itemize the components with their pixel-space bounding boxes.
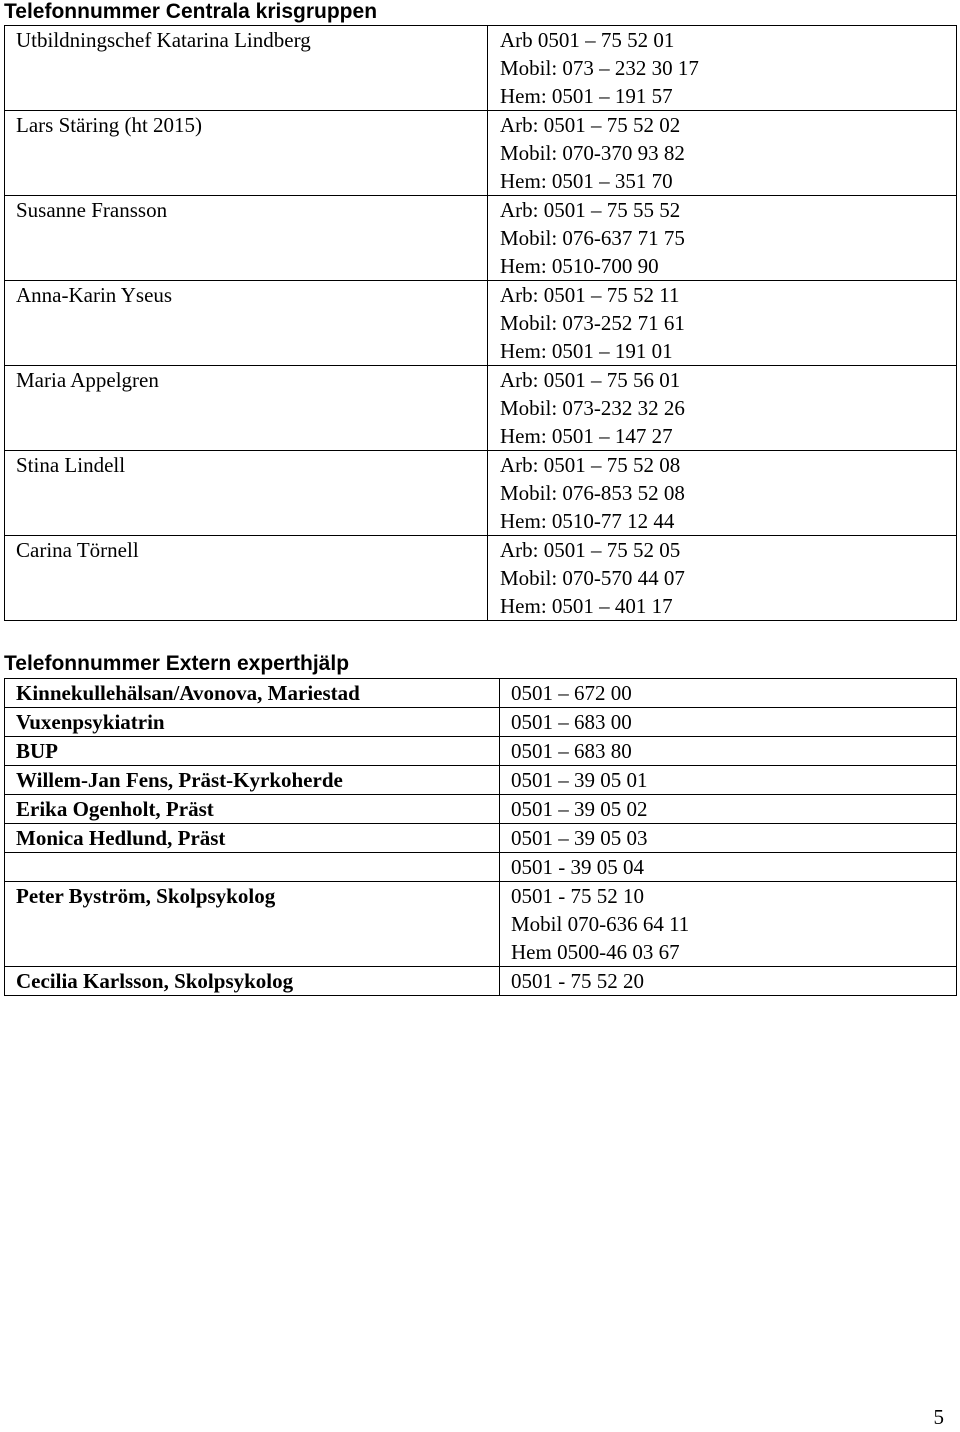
table-row xyxy=(5,967,957,996)
contact-numbers xyxy=(488,281,957,366)
contact-number: 0501 - 39 05 04 xyxy=(500,853,957,882)
contact-name: Cecilia Karlsson, Skolpsykolog xyxy=(5,967,500,996)
contact-numbers xyxy=(488,366,957,451)
crisis-group-table xyxy=(4,25,957,621)
contact-name: Anna-Karin Yseus xyxy=(5,281,488,366)
home-phone: Hem: 0510-77 12 44 xyxy=(500,509,675,533)
work-phone: 0501 - 75 52 10 xyxy=(511,884,644,908)
table-row xyxy=(5,451,957,536)
table-row xyxy=(5,824,957,853)
work-phone: Arb: 0501 – 75 56 01 xyxy=(500,368,681,392)
home-phone: Hem: 0501 – 401 17 xyxy=(500,594,673,618)
contact-number: 0501 - 75 52 20 xyxy=(500,967,957,996)
contact-name: Susanne Fransson xyxy=(5,196,488,281)
mobile-phone: Mobil 070-636 64 11 xyxy=(511,912,690,936)
contact-name: Vuxenpsykiatrin xyxy=(5,708,500,737)
work-phone: Arb: 0501 – 75 52 08 xyxy=(500,453,681,477)
work-phone: Arb 0501 – 75 52 01 xyxy=(500,28,675,52)
mobile-phone: Mobil: 076-637 71 75 xyxy=(500,226,685,250)
contact-name: Maria Appelgren xyxy=(5,366,488,451)
work-phone: Arb: 0501 – 75 52 05 xyxy=(500,538,681,562)
contact-name: Carina Törnell xyxy=(5,536,488,621)
table-row xyxy=(5,853,957,882)
mobile-phone: Mobil: 070-370 93 82 xyxy=(500,141,685,165)
contact-name: BUP xyxy=(5,737,500,766)
page-number: 5 xyxy=(933,1405,944,1429)
table-row xyxy=(5,882,957,967)
table-row xyxy=(5,281,957,366)
external-experts-heading: Telefonnummer Extern experthjälp xyxy=(4,652,350,675)
contact-numbers xyxy=(488,111,957,196)
contact-number: 0501 – 683 00 xyxy=(500,708,957,737)
mobile-phone: Mobil: 076-853 52 08 xyxy=(500,481,685,505)
contact-name: Stina Lindell xyxy=(5,451,488,536)
home-phone: Hem: 0501 – 351 70 xyxy=(500,169,673,193)
contact-number: 0501 – 39 05 02 xyxy=(500,795,957,824)
home-phone: Hem: 0510-700 90 xyxy=(500,254,659,278)
home-phone: Hem: 0501 – 191 01 xyxy=(500,339,673,363)
work-phone: Arb: 0501 – 75 52 02 xyxy=(500,113,681,137)
table-row xyxy=(5,536,957,621)
table-row xyxy=(5,26,957,111)
table-row xyxy=(5,196,957,281)
mobile-phone: Mobil: 070-570 44 07 xyxy=(500,566,685,590)
table-row xyxy=(5,737,957,766)
table-row xyxy=(5,766,957,795)
home-phone: Hem 0500-46 03 67 xyxy=(511,940,680,964)
contact-number: 0501 – 39 05 01 xyxy=(500,766,957,795)
contact-name: Kinnekullehälsan/Avonova, Mariestad xyxy=(5,679,500,708)
mobile-phone: Mobil: 073 – 232 30 17 xyxy=(500,56,699,80)
contact-numbers xyxy=(488,26,957,111)
work-phone: Arb: 0501 – 75 55 52 xyxy=(500,198,681,222)
contact-number: 0501 – 672 00 xyxy=(500,679,957,708)
work-phone: Arb: 0501 – 75 52 11 xyxy=(500,283,680,307)
contact-name: Monica Hedlund, Präst xyxy=(5,824,500,853)
contact-numbers xyxy=(488,536,957,621)
table-row xyxy=(5,795,957,824)
contact-name: Erika Ogenholt, Präst xyxy=(5,795,500,824)
contact-name: Peter Byström, Skolpsykolog xyxy=(5,882,500,967)
mobile-phone: Mobil: 073-232 32 26 xyxy=(500,396,685,420)
contact-numbers xyxy=(488,196,957,281)
crisis-group-heading: Telefonnummer Centrala krisgruppen xyxy=(4,0,378,23)
home-phone: Hem: 0501 – 191 57 xyxy=(500,84,673,108)
contact-number: 0501 – 39 05 03 xyxy=(500,824,957,853)
contact-number: 0501 – 683 80 xyxy=(500,737,957,766)
table-row xyxy=(5,366,957,451)
table-row xyxy=(5,708,957,737)
contact-name: Utbildningschef Katarina Lindberg xyxy=(5,26,488,111)
home-phone: Hem: 0501 – 147 27 xyxy=(500,424,673,448)
table-row xyxy=(5,111,957,196)
contact-name: Willem-Jan Fens, Präst-Kyrkoherde xyxy=(5,766,500,795)
contact-name: Lars Stäring (ht 2015) xyxy=(5,111,488,196)
external-experts-table xyxy=(4,678,957,996)
contact-numbers xyxy=(500,882,957,967)
table-row xyxy=(5,679,957,708)
mobile-phone: Mobil: 073-252 71 61 xyxy=(500,311,685,335)
contact-numbers xyxy=(488,451,957,536)
contact-name xyxy=(5,853,500,882)
